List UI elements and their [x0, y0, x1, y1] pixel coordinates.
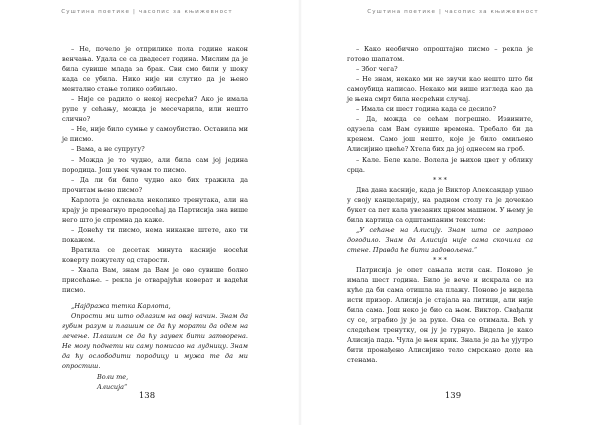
letter-body: Опрости ми што одлазим на овај начин. Знам да губим разум и плашим се да ћу морати да одем на лечење. Плашим се да ћу заувек бити затворена. Не могу поднети ни саму помисао на лудницу. Знам да ћу ослободити породицу и мужа те да ми опростиш. — [62, 312, 248, 371]
paragraph: Патрисија је опет сањала исти сан. Поново је имала шест година. Било је вече и искрала се из куће да би сама отишла на плажу. Поново је видела исти призор. Алисија је стајала на литици, али није била сама. Још неко је био са њом. Виктор. Свађали су се, зграбио ју је за руке. Она се отимала. Већ у следећем тренутку, он ју је гурнуо. Видела је како Алисија пада. Чула је њен крик. Знала је да ће ујутро бити пронађено Алисијино тело смрскано доле на стенама. — [347, 266, 533, 365]
running-header: Суштина поетике | часопис за књижевност — [61, 9, 233, 15]
paragraph: – Хвала Вам, знам да Вам је ово сувише болно присећање. – рекла је отварајући коверат и вадећи писмо. — [62, 266, 248, 295]
letter-signature: Алисија“ — [97, 382, 128, 391]
running-header: Суштина поетике | часопис за књижевност — [367, 9, 539, 15]
paragraph: – Због чега? — [356, 65, 398, 74]
paragraph: – Донећу ти писмо, нема никакве штете, ако ти покажем. — [62, 225, 248, 244]
letter-salutation: „Најдража тетка Карлота, — [71, 302, 171, 311]
paragraph: Вратила се десетак минута касније носећи коверту пожутелу од старости. — [62, 245, 248, 264]
card-text: „У сећање на Алисију. Знам шта се заправо догодило. Знам да Алисија није сама скочила са стене. Правда ће бити задовољена.“ — [347, 225, 533, 254]
page-number: 139 — [444, 391, 462, 401]
paragraph: – Кале. Беле кале. Волела је њихов цвет у облику срца. — [347, 155, 533, 174]
paragraph: Два дана касније, када је Виктор Александар ушао у своју канцеларију, на радном столу га је дочекао букет са пет кала увезаних црном машном. У њему је била картица са одштампаним текстом: — [347, 185, 533, 224]
section-divider: * * * — [433, 175, 447, 184]
right-page — [306, 0, 600, 425]
body-text — [347, 44, 533, 366]
paragraph: – Вама, а не супругу? — [71, 145, 145, 154]
paragraph: – Не знам, некако ми не звучи као нешто што би самоубица написао. Некако ми више изгледа као да је њена смрт била несрећни случај. — [347, 75, 533, 104]
page-number: 138 — [138, 391, 156, 401]
paragraph: – Да, можда се сећам погрешно. Извините, одузела сам Вам сувише времена. Требало би да кренем. Само још нешто, које је било омиљено Алисијино цвеће? Хтела бих да јој однесем на гроб. — [347, 115, 533, 154]
section-divider: * * * — [433, 255, 447, 264]
paragraph: Карлота је оклевала неколико тренутака, али на крају је превагнуо предосећај да Партисија зна више него што је спремна да каже. — [62, 195, 248, 224]
paragraph: – Имала си шест година када се десило? — [356, 105, 496, 114]
paragraph: – Како необично опроштајно писмо – рекла је готово шапатом. — [347, 45, 533, 64]
paragraph: – Није се радило о некој несрећи? Ако је имала рупе у сећању, можда је месечарила, или нешто слично? — [62, 95, 248, 124]
body-text — [62, 44, 248, 392]
left-page — [0, 0, 294, 425]
book-gutter — [298, 0, 302, 425]
paragraph: – Да ли би било чудно ако бих тражила да прочитам њено писмо? — [62, 175, 248, 194]
paragraph: – Можда је то чудно, али била сам јој једина породица. Још увек чувам то писмо. — [62, 155, 248, 174]
paragraph: – Не, почело је отприлике пола године након венчања. Удала се са двадесет година. Мислим да је била сувише млада за брак. Сви смо били у шоку када се убила. Нико није ни слутио да је њено ментално стање толико озбиљно. — [62, 45, 248, 94]
paragraph: – Не, није било сумње у самоубиство. Оставила ми је писмо. — [62, 125, 248, 144]
letter-closing: Воли те, — [97, 372, 129, 381]
